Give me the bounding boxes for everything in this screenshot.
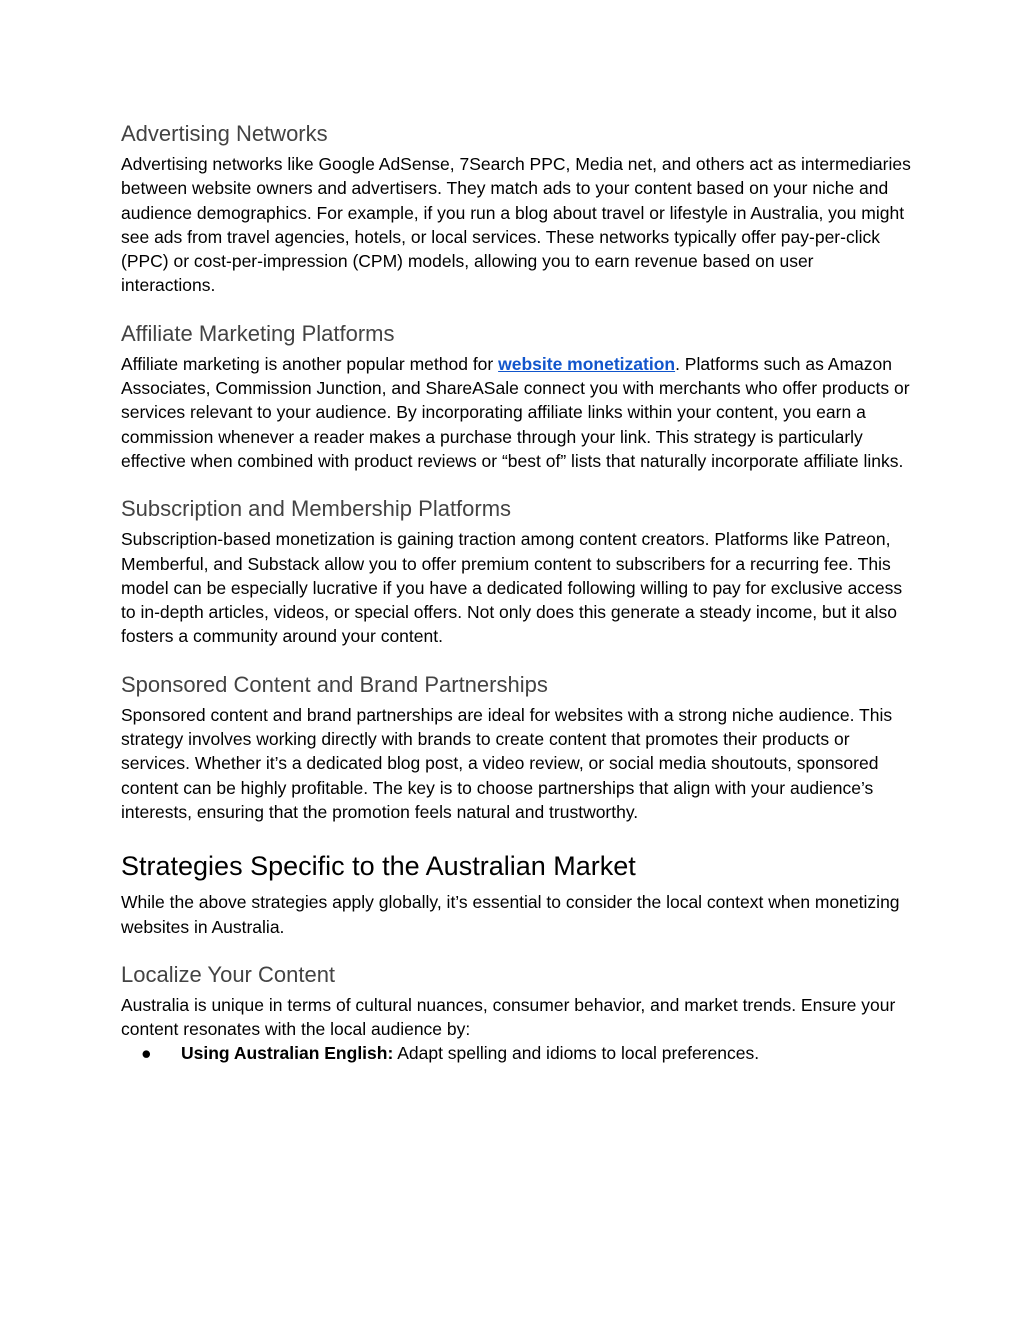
main-body-australian-market: While the above strategies apply globally, it’s essential to consider the local context when monetizing websites in Australia. [121, 892, 900, 937]
affiliate-body-end: . Platforms such as Amazon Associates, Commission Junction, and ShareASale connect you with merchants who offer products or services relevant to your audience. By incorporating affiliate links within your content, you earn a commission whenever a reader makes a purchase through your link. This strategy is particularly effective when combined with product reviews or “best of” lists that naturally incorporate affiliate links. [121, 353, 910, 471]
bullet-text: Adapt spelling and idioms to local preferences. [393, 1043, 760, 1064]
section-heading-advertising-networks: Advertising Networks [121, 121, 328, 146]
section-heading-affiliate-marketing: Affiliate Marketing Platforms [121, 320, 395, 346]
document-page [121, 116, 911, 1066]
localize-bullet-list [121, 1041, 911, 1065]
bullet-dot-icon: ● [141, 1043, 152, 1064]
bullet-bold-label: Using Australian English: [181, 1043, 394, 1064]
section-heading-subscription: Subscription and Membership Platforms [121, 496, 512, 522]
section-body-affiliate-marketing [121, 352, 911, 473]
section-body-sponsored: Sponsored content and brand partnerships are ideal for websites with a strong niche audience. This strategy involves working directly with brands to create content that promotes their products or services. Whether it’s a dedicated blog post, a video review, or social media shoutouts, sponsored content can be highly profitable. The key is to choose partnerships that align with your audience’s interests, ensuring that the promotion feels natural and trustworthy. [121, 704, 893, 822]
main-heading-australian-market: Strategies Specific to the Australian Market [121, 851, 636, 882]
section-heading-sponsored: Sponsored Content and Brand Partnerships [121, 671, 548, 697]
list-item [121, 1041, 911, 1065]
website-monetization-link[interactable]: website monetization [498, 353, 676, 374]
section-body-advertising-networks: Advertising networks like Google AdSense, 7Search PPC, Media net, and others act as intermediaries between website owners and advertisers. They match ads to your content based on your niche and audience demographics. For example, if you run a blog about travel or lifestyle in Australia, you might see ads from travel agencies, hotels, or local services. These networks typically offer pay-per-click (PPC) or cost-per-impression (CPM) models, allowing you to earn revenue based on user interactions. [121, 154, 911, 296]
affiliate-body-start: Affiliate marketing is another popular method for [121, 353, 499, 374]
section-heading-localize: Localize Your Content [121, 961, 336, 987]
section-body-subscription: Subscription-based monetization is gaining traction among content creators. Platforms like Patreon, Memberful, and Substack allow you to offer premium content to subscribers for a recurring fee. This model can be especially lucrative if you have a dedicated following willing to pay for exclusive access to in-depth articles, videos, or special offers. Not only does this generate a steady income, but it also fosters a community around your content. [121, 529, 903, 647]
section-body-localize: Australia is unique in terms of cultural nuances, consumer behavior, and market trends. Ensure your content resonates with the local audience by: [121, 994, 896, 1040]
